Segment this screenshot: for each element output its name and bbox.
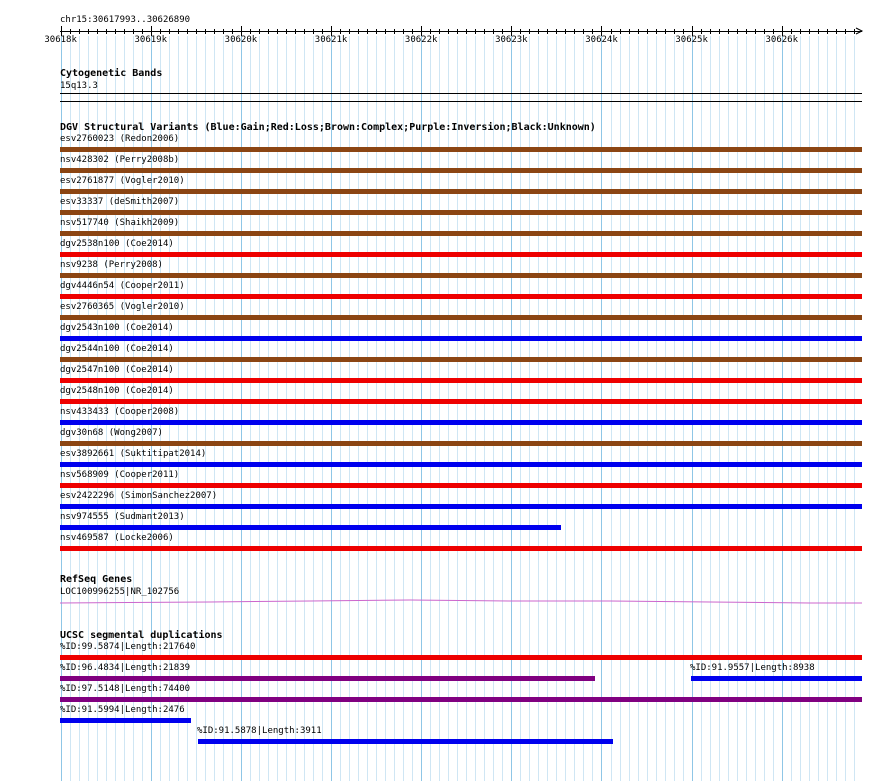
dgv-variant-bar[interactable] <box>60 210 862 215</box>
cytoband-track-title: Cytogenetic Bands <box>60 68 163 79</box>
segdup-track-title: UCSC segmental duplications <box>60 630 223 641</box>
dgv-variant-label[interactable]: dgv2543n100 (Coe2014) <box>60 323 174 333</box>
dgv-variant-bar[interactable] <box>60 378 862 383</box>
dgv-variant-label[interactable]: nsv568909 (Cooper2011) <box>60 470 180 480</box>
cytoband-line-bottom <box>60 101 862 102</box>
refseq-gene-label[interactable]: LOC100996255|NR_102756 <box>60 587 180 597</box>
cytoband-label[interactable]: 15q13.3 <box>60 81 98 91</box>
ruler-tick-label: 30621k <box>314 35 348 45</box>
dgv-variant-label[interactable]: dgv2547n100 (Coe2014) <box>60 365 174 375</box>
dgv-variant-bar[interactable] <box>60 315 862 320</box>
ruler-arrow-icon <box>856 28 862 34</box>
dgv-variant-bar[interactable] <box>60 483 862 488</box>
ruler-tick-label: 30618k <box>44 35 77 45</box>
dgv-variant-bar[interactable] <box>60 252 862 257</box>
dgv-variant-bar[interactable] <box>60 147 862 152</box>
dgv-variant-bar[interactable] <box>60 231 862 236</box>
ruler-tick-label: 30625k <box>675 35 708 45</box>
dgv-variant-label[interactable]: nsv9238 (Perry2008) <box>60 260 163 270</box>
dgv-variant-label[interactable]: dgv2538n100 (Coe2014) <box>60 239 174 249</box>
refseq-track-title: RefSeq Genes <box>60 574 133 585</box>
ruler-tick-label: 30619k <box>134 35 168 45</box>
segdup-bar[interactable] <box>60 718 191 723</box>
dgv-variant-bar[interactable] <box>60 399 862 404</box>
dgv-variant-label[interactable]: dgv2544n100 (Coe2014) <box>60 344 174 354</box>
refseq-gene-line[interactable] <box>60 600 862 603</box>
dgv-variant-label[interactable]: nsv433433 (Cooper2008) <box>60 407 180 417</box>
ruler-tick-label: 30624k <box>585 35 618 45</box>
dgv-variant-bar[interactable] <box>60 273 862 278</box>
dgv-variant-label[interactable]: esv2761877 (Vogler2010) <box>60 176 185 186</box>
ruler-tick-label: 30620k <box>224 35 258 45</box>
dgv-variant-label[interactable]: dgv30n68 (Wong2007) <box>60 428 163 438</box>
dgv-variant-label[interactable]: nsv974555 (Sudmant2013) <box>60 512 185 522</box>
dgv-variant-bar[interactable] <box>60 441 862 446</box>
refseq-gene-feature[interactable] <box>0 596 890 606</box>
segdup-label[interactable]: %ID:91.5878|Length:3911 <box>197 726 322 736</box>
dgv-variant-bar[interactable] <box>60 189 862 194</box>
segdup-bar[interactable] <box>691 676 862 681</box>
dgv-variant-bar[interactable] <box>60 462 862 467</box>
dgv-variant-label[interactable]: esv2760023 (Redon2006) <box>60 134 180 144</box>
location-label: chr15:30617993..30626890 <box>60 15 191 25</box>
dgv-variant-label[interactable]: dgv2548n100 (Coe2014) <box>60 386 174 396</box>
dgv-variant-label[interactable]: esv3892661 (Suktitipat2014) <box>60 449 207 459</box>
segdup-label[interactable]: %ID:91.5994|Length:2476 <box>60 705 185 715</box>
dgv-variant-label[interactable]: nsv428302 (Perry2008b) <box>60 155 180 165</box>
segdup-bar[interactable] <box>60 655 862 660</box>
segdup-label[interactable]: %ID:99.5874|Length:217640 <box>60 642 196 652</box>
ruler-ticks <box>0 26 890 36</box>
dgv-track-title: DGV Structural Variants (Blue:Gain;Red:Loss;Brown:Complex;Purple:Inversion;Black:Unknown) <box>60 122 596 133</box>
dgv-variant-bar[interactable] <box>60 357 862 362</box>
dgv-variant-bar[interactable] <box>60 168 862 173</box>
dgv-variant-bar[interactable] <box>60 336 862 341</box>
ruler-tick-label: 30623k <box>495 35 528 45</box>
segdup-label[interactable]: %ID:91.9557|Length:8938 <box>690 663 815 673</box>
dgv-variant-label[interactable]: esv2422296 (SimonSanchez2007) <box>60 491 218 501</box>
dgv-variant-label[interactable]: esv33337 (deSmith2007) <box>60 197 180 207</box>
ruler-tick-label: 30626k <box>765 35 799 45</box>
dgv-variant-bar[interactable] <box>60 420 862 425</box>
segdup-bar[interactable] <box>60 676 595 681</box>
cytoband-line-top <box>60 93 862 94</box>
dgv-variant-label[interactable]: dgv4446n54 (Cooper2011) <box>60 281 185 291</box>
dgv-variant-label[interactable]: nsv469587 (Locke2006) <box>60 533 174 543</box>
dgv-variant-bar[interactable] <box>60 504 862 509</box>
dgv-variant-label[interactable]: esv2760365 (Vogler2010) <box>60 302 185 312</box>
segdup-label[interactable]: %ID:96.4834|Length:21839 <box>60 663 191 673</box>
dgv-variant-bar[interactable] <box>60 294 862 299</box>
segdup-label[interactable]: %ID:97.5148|Length:74400 <box>60 684 191 694</box>
ruler-tick-label: 30622k <box>404 35 438 45</box>
segdup-bar[interactable] <box>60 697 862 702</box>
dgv-variant-label[interactable]: nsv517740 (Shaikh2009) <box>60 218 180 228</box>
dgv-variant-bar[interactable] <box>60 525 561 530</box>
segdup-bar[interactable] <box>198 739 614 744</box>
dgv-variant-bar[interactable] <box>60 546 862 551</box>
